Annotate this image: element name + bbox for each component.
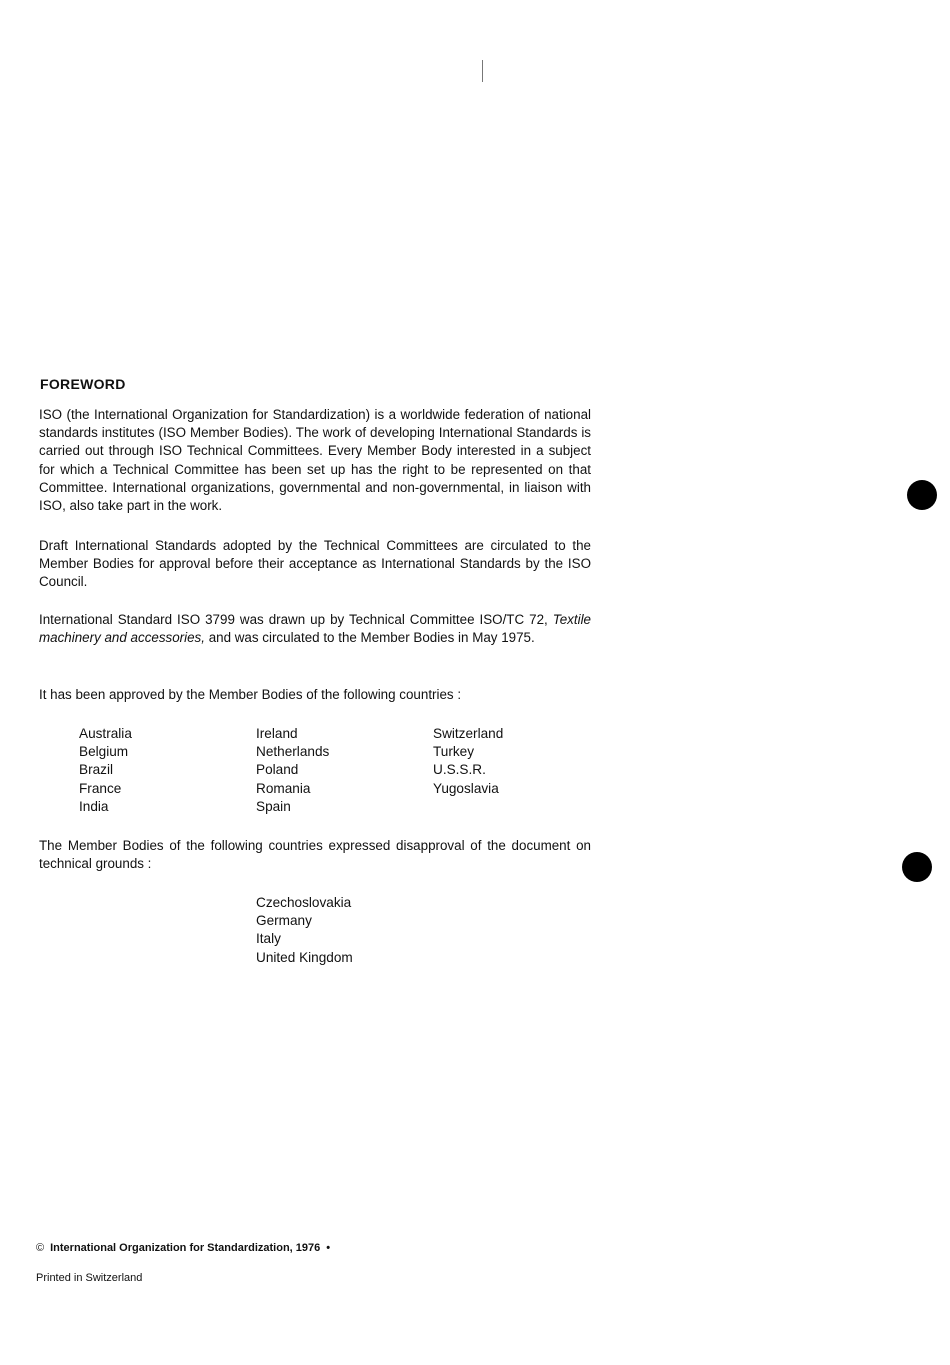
printed-in-notice: Printed in Switzerland xyxy=(36,1272,143,1284)
country-item: Ireland xyxy=(256,726,298,741)
approving-countries-column-3 xyxy=(433,725,503,798)
scan-mark xyxy=(482,60,483,82)
country-item: Spain xyxy=(256,798,291,814)
country-item: Romania xyxy=(256,780,311,796)
bullet-icon: • xyxy=(326,1242,331,1254)
approving-countries-column-1 xyxy=(79,725,132,816)
country-item: Belgium xyxy=(79,744,129,760)
country-item: India xyxy=(79,798,109,814)
approving-countries-column-2 xyxy=(256,725,329,816)
copyright-text: International Organization for Standardization, 1976 xyxy=(50,1242,321,1254)
paragraph3-text-end: and was circulated to the Member Bodies in May 1975. xyxy=(204,630,535,646)
country-item: Turkey xyxy=(433,744,475,760)
foreword-paragraph-draft-standards: Draft International Standards adopted by the Technical Committees are circulated to the Member Bodies for approval before their acceptance as International Standards by the ISO Council. xyxy=(39,538,591,590)
country-item: United Kingdom xyxy=(256,949,353,965)
country-item: Brazil xyxy=(79,762,113,778)
paragraph3-text-start: International Standard ISO 3799 was drawn up by Technical Committee ISO/TC 72, xyxy=(39,612,553,627)
country-item: U.S.S.R. xyxy=(433,762,486,778)
foreword-paragraph-iso-intro: ISO (the International Organization for Standardization) is a worldwide federation of national standards institutes (ISO Member Bodies). The work of developing International Standards is carried out through ISO Technical Committees. Every Member Body interested in a subject for which a Technical Committee has been set up has the right to be represented on that Committee. International organizations, governmental and non-governmental, in liaison with ISO, also take part in the work. xyxy=(39,407,591,514)
country-item: Netherlands xyxy=(256,744,330,760)
foreword-paragraph-approval: It has been approved by the Member Bodies of the following countries : xyxy=(39,687,462,702)
copyright-icon: © xyxy=(36,1242,45,1254)
country-item: Czechoslovakia xyxy=(256,895,352,910)
country-item: Poland xyxy=(256,762,299,778)
country-item: France xyxy=(79,780,122,796)
punch-hole xyxy=(902,852,932,882)
country-item: Switzerland xyxy=(433,726,504,741)
foreword-paragraph-iso-3799 xyxy=(39,611,591,647)
country-item: Germany xyxy=(256,913,312,929)
committee-title: Textile machinery and accessories, xyxy=(39,612,591,646)
country-item: Yugoslavia xyxy=(433,780,499,796)
punch-hole xyxy=(907,480,937,510)
disapproving-countries-list xyxy=(256,894,353,967)
copyright-notice xyxy=(36,1242,330,1254)
country-item: Australia xyxy=(79,726,132,741)
foreword-paragraph-disapproval: The Member Bodies of the following countries expressed disapproval of the document on technical grounds : xyxy=(39,838,591,872)
foreword-heading: FOREWORD xyxy=(40,376,126,392)
country-item: Italy xyxy=(256,931,281,947)
